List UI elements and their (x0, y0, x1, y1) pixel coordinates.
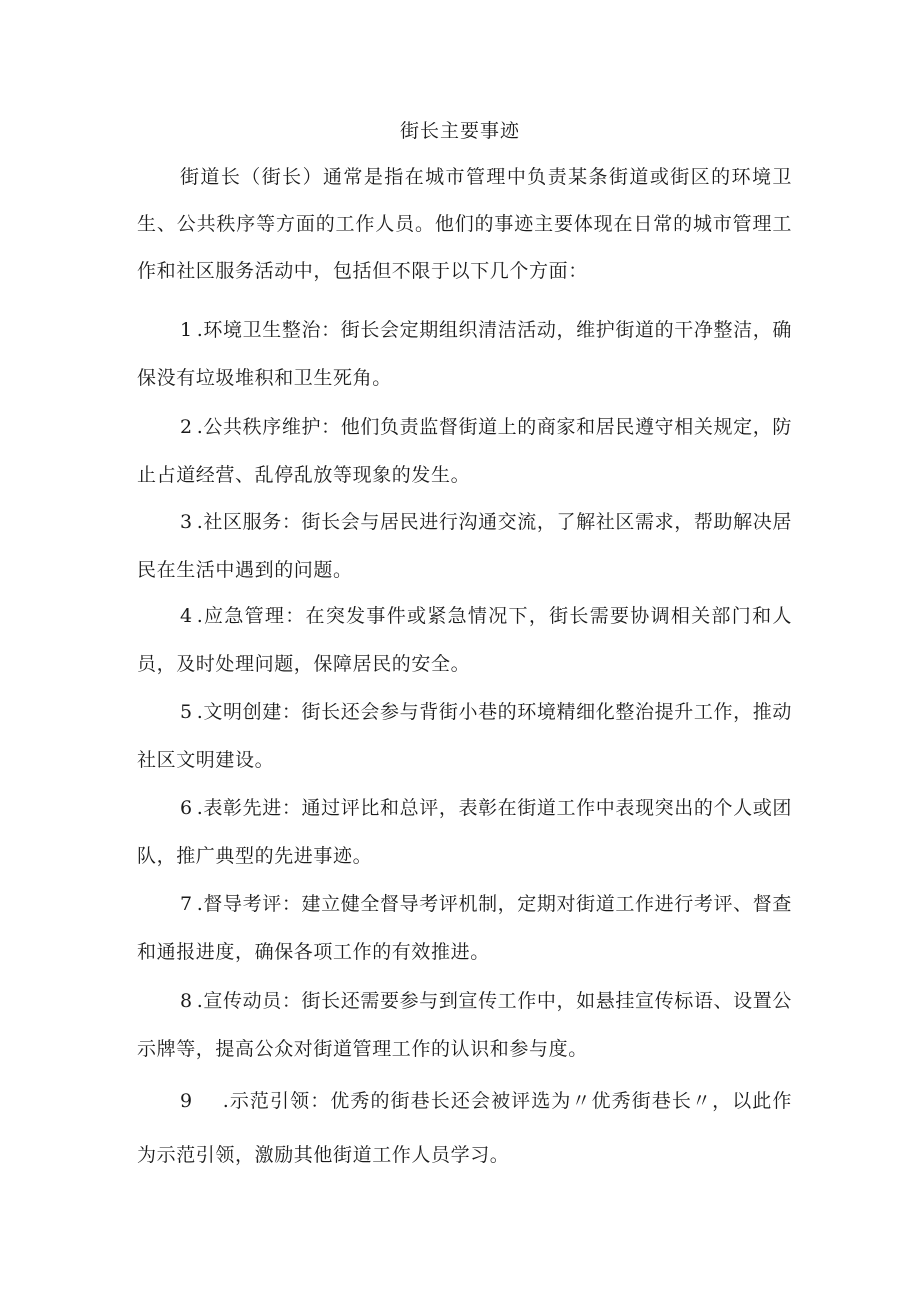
item-number: 1 (180, 319, 193, 341)
list-item-7 (137, 880, 792, 976)
item-text: .公共秩序维护：他们负责监督街道上的商家和居民遵守相关规定，防止占道经营、乱停乱放等现象的发生。 (137, 416, 792, 486)
list-item-4 (137, 592, 792, 688)
item-number: 2 (180, 416, 193, 438)
intro-paragraph: 街道长（街长）通常是指在城市管理中负责某条街道或街区的环境卫生、公共秩序等方面的工作人员。他们的事迹主要体现在日常的城市管理工作和社区服务活动中，包括但不限于以下几个方面： (137, 166, 792, 282)
item-number: 5 (180, 701, 193, 723)
item-text: .宣传动员：街长还需要参与到宣传工作中，如悬挂宣传标语、设置公示牌等，提高公众对街道管理工作的认识和参与度。 (137, 990, 792, 1060)
item-number: 7 (180, 893, 193, 915)
item-number: 6 (180, 797, 193, 819)
item-number: 4 (180, 605, 193, 627)
item-number: 9 (180, 1090, 193, 1112)
list-item-6 (137, 784, 792, 880)
item-text: .督导考评：建立健全督导考评机制，定期对街道工作进行考评、督查和通报进度，确保各项工作的有效推进。 (137, 893, 792, 963)
item-number: 8 (180, 990, 193, 1012)
item-number: 3 (180, 511, 193, 533)
document-title: 街长主要事迹 (399, 120, 520, 142)
item-text: .示范引领：优秀的街巷长还会被评选为〃优秀街巷长〃，以此作为示范引领，激励其他街道工作人员学习。 (137, 1090, 792, 1166)
list-item-8 (137, 977, 792, 1073)
list-item-5 (137, 688, 792, 784)
list-item-2 (137, 403, 792, 499)
list-item-3 (137, 498, 792, 594)
item-text: .表彰先进：通过评比和总评，表彰在街道工作中表现突出的个人或团队，推广典型的先进事迹。 (137, 797, 792, 867)
list-item-9 (137, 1074, 792, 1182)
item-text: .社区服务：街长会与居民进行沟通交流，了解社区需求，帮助解决居民在生活中遇到的问题。 (137, 511, 792, 581)
list-item-1 (137, 306, 792, 402)
item-text: .文明创建：街长还会参与背街小巷的环境精细化整治提升工作，推动社区文明建设。 (137, 701, 792, 771)
item-text: .环境卫生整治：街长会定期组织清洁活动，维护街道的干净整洁，确保没有垃圾堆积和卫生死角。 (137, 319, 792, 389)
item-text: .应急管理：在突发事件或紧急情况下，街长需要协调相关部门和人员，及时处理问题，保障居民的安全。 (137, 605, 792, 675)
